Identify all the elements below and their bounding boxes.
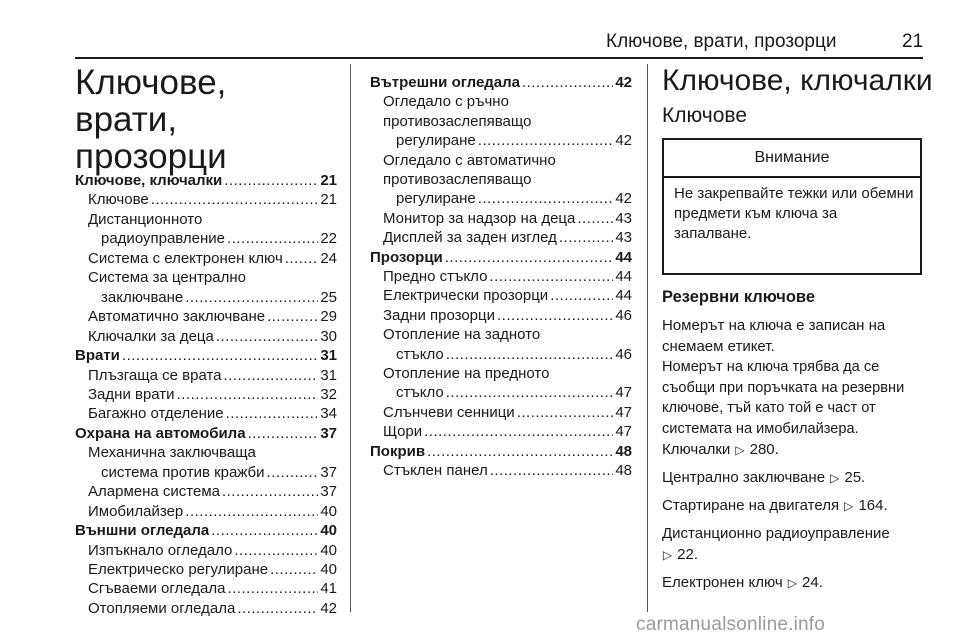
toc-entry-label: Електрическо регулиране xyxy=(88,561,269,578)
toc-entry-label: Външни огледала xyxy=(75,522,210,540)
toc-entry-page: 24 xyxy=(320,249,337,267)
toc-entry-label: Алармена система xyxy=(88,483,220,501)
toc-dot-leader xyxy=(227,230,318,247)
reference-engine-start[interactable] xyxy=(662,496,932,517)
toc-entry-page: 46 xyxy=(615,345,632,363)
warning-text: Не закрепвайте тежки или обемни предмети към ключа за запалване. xyxy=(674,185,914,242)
toc-dot-leader xyxy=(226,405,319,422)
toc-entry-page: 21 xyxy=(320,172,337,189)
reference-arrow-icon: ▷ xyxy=(662,547,673,562)
chapter-title-line1: Ключове, врати, xyxy=(75,63,227,139)
toc-entry-label: Дисплей за заден изглед xyxy=(383,229,557,247)
toc-entry-label: Сгъваеми огледала xyxy=(88,580,226,598)
reference-arrow-icon: ▷ xyxy=(844,499,854,513)
toc-entry-page: 37 xyxy=(320,463,337,481)
toc-entry-page: 48 xyxy=(615,462,632,479)
toc-entry[interactable] xyxy=(383,462,632,479)
reference-label: Ключалки xyxy=(662,441,731,458)
toc-entry-page: 44 xyxy=(615,248,632,266)
toc-entry[interactable] xyxy=(383,287,632,304)
toc-entry-label: Врати xyxy=(75,347,120,365)
subsection-title: Ключове xyxy=(662,104,747,127)
toc-dot-leader xyxy=(224,367,319,384)
toc-entry-label: регулиране xyxy=(396,132,476,150)
toc-entry-label-line: противозаслепяващо xyxy=(383,112,532,130)
paragraph-spare-keys: Номерът на ключа трябва да се съобщи при поръчката на резервни ключове, тъй като той е част от системата на имобилайзера. xyxy=(662,359,905,437)
toc-entry-page: 40 xyxy=(320,522,337,540)
toc-dot-leader xyxy=(177,386,319,403)
toc-section-entry[interactable] xyxy=(370,443,632,460)
toc-section-entry[interactable] xyxy=(75,347,337,364)
toc-entry-label: Охрана на автомобила xyxy=(75,424,246,442)
toc-section-entry[interactable] xyxy=(370,249,632,266)
reference-electronic-key[interactable] xyxy=(662,573,932,594)
toc-entry[interactable] xyxy=(88,250,337,267)
toc-entry-label: система против кражби xyxy=(101,463,265,481)
toc-entry-label: Задни врати xyxy=(88,385,175,403)
toc-dot-leader xyxy=(185,289,318,306)
toc-entry-label: регулиране xyxy=(396,190,476,208)
toc-dot-leader xyxy=(285,250,319,267)
toc-entry[interactable] xyxy=(396,190,632,207)
toc-entry[interactable] xyxy=(88,600,337,617)
toc-entry-page: 40 xyxy=(320,561,337,578)
toc-dot-leader xyxy=(446,346,614,363)
toc-entry[interactable] xyxy=(88,308,337,325)
toc-entry-label: Отопляеми огледала xyxy=(88,599,236,617)
toc-entry[interactable] xyxy=(88,542,337,559)
toc-dot-leader xyxy=(222,483,318,500)
toc-dot-leader xyxy=(424,423,613,440)
chapter-title xyxy=(75,64,335,175)
toc-entry[interactable] xyxy=(88,503,337,520)
toc-entry-label: стъкло xyxy=(396,384,444,402)
toc-entry[interactable] xyxy=(88,328,337,345)
toc-dot-leader xyxy=(517,404,614,421)
toc-entry-label: Слънчеви сенници xyxy=(383,403,515,421)
toc-entry[interactable] xyxy=(101,289,337,306)
toc-entry[interactable] xyxy=(88,405,337,422)
toc-entry-label-line: противозаслепяващо xyxy=(383,171,532,188)
toc-entry-label: Плъзгаща се врата xyxy=(88,366,222,384)
toc-dot-leader xyxy=(559,229,613,246)
toc-entry-label-line: Система за централно xyxy=(88,269,246,287)
toc-entry[interactable] xyxy=(88,386,337,403)
toc-entry-label: Багажно отделение xyxy=(88,405,224,423)
toc-entry-label-line: Механична заключваща xyxy=(88,444,256,462)
toc-entry-page: 21 xyxy=(320,191,337,209)
toc-entry-label: Вътрешни огледала xyxy=(370,74,521,91)
reference-label: Електронен ключ xyxy=(662,574,783,591)
toc-dot-leader xyxy=(478,190,614,207)
toc-entry-label: Щори xyxy=(383,423,423,441)
warning-box xyxy=(662,138,922,275)
toc-entry[interactable] xyxy=(88,561,337,578)
toc-entry-page: 31 xyxy=(320,347,337,365)
toc-entry[interactable] xyxy=(383,229,632,246)
toc-section-entry[interactable] xyxy=(75,425,337,442)
toc-entry[interactable] xyxy=(101,464,337,481)
column-divider xyxy=(350,64,351,612)
reference-label: Дистанционно радиоуправление xyxy=(662,525,890,542)
toc-entry-label: Ключалки за деца xyxy=(88,327,214,345)
toc-entry-page: 48 xyxy=(615,442,632,460)
reference-page: 164. xyxy=(858,497,888,514)
toc-dot-leader xyxy=(237,600,318,617)
toc-entry[interactable] xyxy=(383,268,632,285)
toc-entry-page: 32 xyxy=(320,385,337,403)
toc-entry-page: 43 xyxy=(615,209,632,227)
toc-entry[interactable] xyxy=(396,384,632,401)
toc-entry-page: 25 xyxy=(320,288,337,306)
reference-arrow-icon: ▷ xyxy=(787,576,797,590)
toc-entry-label: радиоуправление xyxy=(101,230,226,248)
toc-dot-leader xyxy=(267,464,319,481)
toc-dot-leader xyxy=(445,249,614,266)
toc-entry-page: 37 xyxy=(320,483,337,501)
toc-entry-page: 47 xyxy=(615,403,632,421)
toc-entry-label: заключване xyxy=(101,288,184,306)
toc-entry-label-line: Огледало с ръчно xyxy=(383,93,509,111)
toc-entry-page: 22 xyxy=(320,230,337,248)
toc-dot-leader xyxy=(185,503,318,520)
toc-entry[interactable] xyxy=(383,423,632,440)
toc-dot-leader xyxy=(234,542,318,559)
reference-page: 280. xyxy=(749,441,779,458)
toc-entry-label: Система с електронен ключ xyxy=(88,249,283,267)
toc-dot-leader xyxy=(427,443,613,460)
toc-dot-leader xyxy=(489,268,613,285)
toc-entry-label: стъкло xyxy=(396,345,444,363)
toc-entry-label: Ключове, ключалки xyxy=(75,172,223,189)
toc-entry-label-line: Отопление на задното xyxy=(383,326,541,344)
toc-dot-leader xyxy=(497,307,613,324)
reference-locks[interactable] xyxy=(662,440,932,461)
toc-dot-leader xyxy=(490,462,614,479)
reference-remote-control[interactable] xyxy=(662,524,932,565)
toc-entry-label: Стъклен панел xyxy=(383,462,488,479)
toc-entry-page: 29 xyxy=(320,308,337,326)
toc-dot-leader xyxy=(550,287,613,304)
toc-dot-leader xyxy=(267,308,318,325)
toc-section-entry[interactable] xyxy=(75,522,337,539)
toc-entry-page: 46 xyxy=(615,306,632,324)
toc-entry-label-line: Дистанционното xyxy=(88,210,203,228)
toc-entry-page: 43 xyxy=(615,229,632,247)
toc-entry-page: 30 xyxy=(320,327,337,345)
toc-entry[interactable] xyxy=(383,210,632,227)
chapter-title-line2: прозорци xyxy=(75,137,227,176)
toc-entry-page: 44 xyxy=(615,268,632,285)
toc-entry-page: 31 xyxy=(320,366,337,384)
toc-dot-leader xyxy=(478,132,614,149)
toc-entry-page: 42 xyxy=(615,190,632,208)
toc-entry[interactable] xyxy=(383,307,632,324)
toc-dot-leader xyxy=(270,561,318,578)
toc-entry-page: 40 xyxy=(320,502,337,520)
toc-entry-label: Предно стъкло xyxy=(383,268,488,285)
toc-dot-leader xyxy=(577,210,613,227)
toc-entry-page: 47 xyxy=(615,384,632,402)
toc-dot-leader xyxy=(248,425,319,442)
toc-entry-label-line: Отопление на предното xyxy=(383,365,550,382)
toc-entry[interactable] xyxy=(88,367,337,384)
reference-label: Стартиране на двигателя xyxy=(662,497,840,514)
toc-entry[interactable] xyxy=(101,230,337,247)
toc-entry-label: Електрически прозорци xyxy=(383,287,549,305)
toc-entry[interactable] xyxy=(88,483,337,500)
toc-section-entry[interactable] xyxy=(370,74,632,91)
page-header-title: Ключове, врати, прозорци xyxy=(606,31,837,52)
toc-entry-label: Прозорци xyxy=(370,248,443,266)
toc-section-entry[interactable] xyxy=(75,172,337,189)
reference-page: 24. xyxy=(802,574,823,591)
reference-page: 25. xyxy=(844,469,866,486)
toc-dot-leader xyxy=(216,328,318,345)
toc-dot-leader xyxy=(522,74,613,91)
toc-dot-leader xyxy=(227,580,318,597)
toc-entry-label: Ключове xyxy=(88,191,149,209)
toc-entry[interactable] xyxy=(396,346,632,363)
page-number: 21 xyxy=(902,31,924,52)
reference-arrow-icon: ▷ xyxy=(735,443,745,457)
reference-label: Централно заключване xyxy=(662,469,826,486)
column-divider xyxy=(647,64,648,612)
toc-entry-page: 42 xyxy=(615,74,632,91)
toc-entry-label: Имобилайзер xyxy=(88,502,184,520)
toc-entry-label: Задни прозорци xyxy=(383,306,495,324)
toc-entry[interactable] xyxy=(396,132,632,149)
reference-page: 22. xyxy=(677,545,699,563)
toc-dot-leader xyxy=(211,522,318,539)
toc-entry-label: Монитор за надзор на деца xyxy=(383,209,576,227)
toc-entry-page: 44 xyxy=(615,287,632,305)
toc-entry-page: 40 xyxy=(320,541,337,559)
toc-entry-label: Изпъкнало огледало xyxy=(88,541,233,559)
paragraph-key-number: Номерът на ключа е записан на снемаем етикет. xyxy=(662,317,886,355)
toc-entry-label: Автоматично заключване xyxy=(88,308,266,326)
reference-central-locking[interactable] xyxy=(662,468,932,489)
toc-entry-page: 47 xyxy=(615,423,632,441)
toc-entry-page: 37 xyxy=(320,424,337,442)
toc-entry[interactable] xyxy=(88,580,337,597)
toc-entry[interactable] xyxy=(383,404,632,421)
spare-keys-heading: Резервни ключове xyxy=(662,288,816,306)
toc-dot-leader xyxy=(224,172,318,189)
section-title: Ключове, ключалки xyxy=(662,64,933,97)
reference-arrow-icon: ▷ xyxy=(830,471,840,485)
toc-entry[interactable] xyxy=(88,191,337,208)
header-divider xyxy=(75,57,923,59)
warning-heading: Внимание xyxy=(664,140,920,178)
toc-dot-leader xyxy=(122,347,318,364)
toc-entry-label-line: Огледало с автоматично xyxy=(383,151,556,169)
toc-entry-page: 42 xyxy=(615,132,632,150)
toc-dot-leader xyxy=(151,191,319,208)
watermark: carmanualsonline.info xyxy=(636,614,826,635)
toc-entry-label: Покрив xyxy=(370,442,426,460)
toc-entry-page: 34 xyxy=(320,405,337,423)
toc-entry-page: 42 xyxy=(320,599,337,617)
toc-entry-page: 41 xyxy=(320,580,337,598)
toc-dot-leader xyxy=(446,384,614,401)
